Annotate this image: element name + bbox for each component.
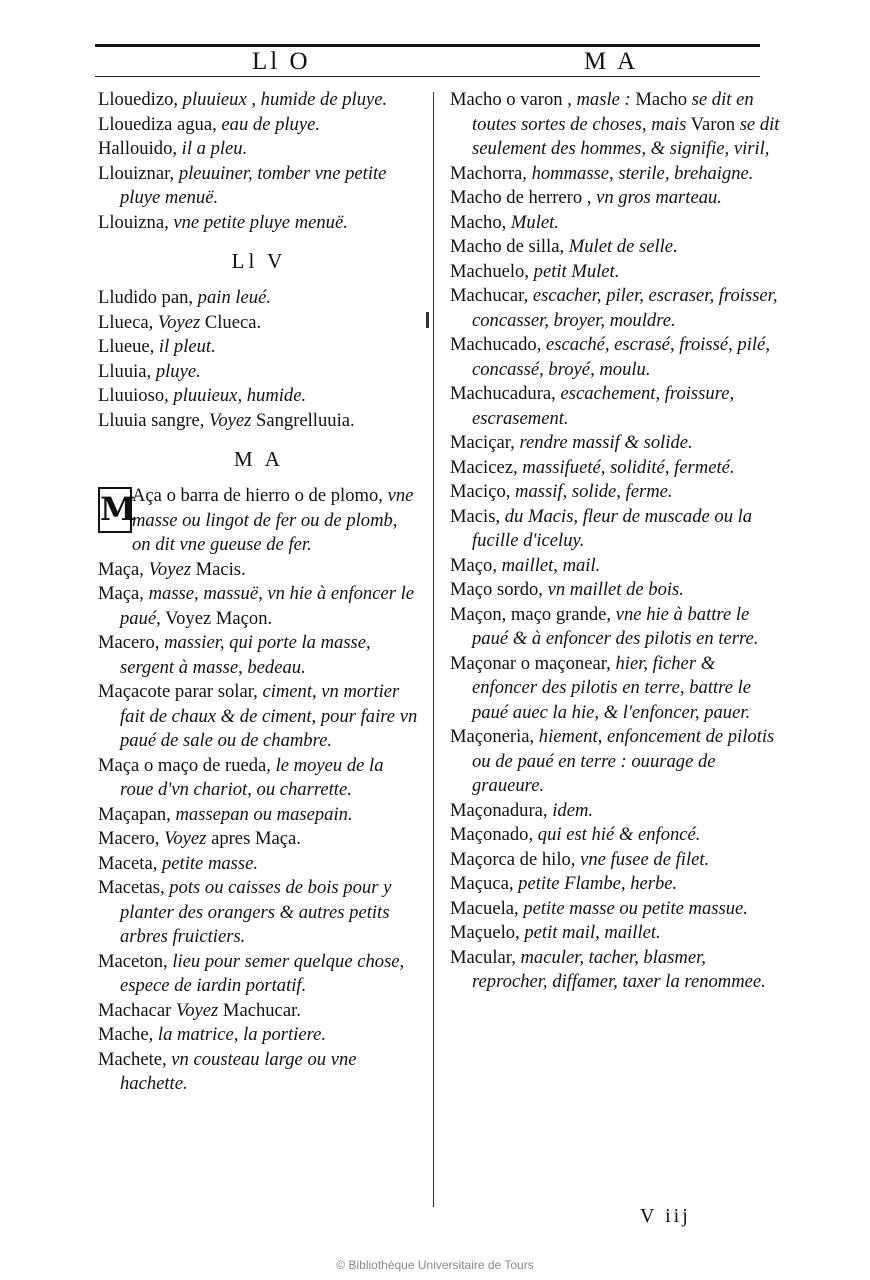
definition: massifueté, solidité, fermeté. [517, 456, 735, 478]
dictionary-entry [450, 823, 780, 848]
dictionary-entry [98, 999, 420, 1024]
headword: Lludido pan, [98, 287, 194, 308]
headword: Maça, [98, 558, 144, 580]
dictionary-entry [98, 1023, 420, 1048]
definition: maillet, mail. [496, 554, 601, 576]
dictionary-entry [98, 360, 420, 385]
dictionary-entry [450, 921, 780, 946]
dictionary-entry [98, 211, 420, 236]
headword: Varon [686, 113, 736, 135]
definition: vn cousteau large ou vne hachette. [120, 1048, 357, 1094]
dictionary-entry [450, 235, 780, 260]
signature-mark: V iij [640, 1205, 691, 1227]
dictionary-entry [98, 950, 420, 999]
definition: pain leué. [193, 287, 272, 308]
headword: Macho de silla, [450, 236, 565, 257]
definition: escachement, froissure, escrasement. [472, 383, 735, 429]
headword: Machucado, [450, 334, 542, 355]
headword: Aça o barra de hierro o de plomo, [132, 485, 383, 506]
definition: vn maillet de bois. [542, 579, 684, 600]
headword: Llouediza agua, [98, 113, 217, 135]
dictionary-entry [450, 848, 780, 873]
column-divider [433, 92, 434, 1207]
dictionary-entry [98, 582, 420, 631]
definition: vne masse ou lingot de fer ou de plomb, on dit vne gueuse de fer. [132, 485, 414, 555]
definition: Mulet. [506, 211, 559, 233]
headword: Llouedizo, [98, 89, 179, 110]
dictionary-entry [98, 286, 420, 311]
dictionary-entry [450, 456, 780, 481]
definition: pleuuiner, tomber vne petite pluye menuë. [120, 162, 387, 208]
definition: Voyez [159, 828, 207, 849]
header-rule [95, 76, 760, 77]
headword: Macuela, [450, 897, 519, 919]
definition: vne fusee de filet. [575, 848, 710, 870]
headword: Macho de herrero , [450, 187, 592, 208]
headword: Machorra, [450, 162, 527, 184]
definition: massepan ou masepain. [170, 803, 353, 825]
headword: Maciço, [450, 481, 511, 502]
dictionary-entry [98, 113, 420, 138]
definition: ciment, vn mortier fait de chaux & de ciment, pour faire vn paué de sale ou de chambre. [120, 681, 418, 751]
dictionary-entry [98, 803, 420, 828]
definition: la matrice, la portiere. [153, 1024, 327, 1045]
definition: petit Mulet. [529, 260, 620, 282]
dictionary-entry [98, 384, 420, 409]
headword: Maço, [450, 554, 497, 576]
definition: eau de pluye. [216, 113, 321, 135]
headword: Maço sordo, [450, 579, 543, 600]
headword: Machucadura, [450, 383, 556, 404]
headword: Maça, [98, 583, 144, 604]
headword: Llouizna, [98, 211, 169, 233]
dictionary-entry [98, 484, 420, 558]
definition: le moyeu de la roue d'vn chariot, ou charrette. [120, 754, 384, 800]
dictionary-entry [450, 211, 780, 236]
headword: Maçuelo, [450, 922, 520, 943]
headword: apres Maça. [206, 828, 301, 849]
definition: pluuieux, humide. [168, 385, 307, 406]
definition: escacher, piler, escraser, froisser, concasser, broyer, mouldre. [472, 285, 778, 331]
headword: Maçorca de hilo, [450, 848, 576, 870]
dictionary-entry [98, 162, 420, 211]
dictionary-entry [98, 335, 420, 360]
headword: Macular, [450, 946, 516, 968]
definition: du Macis, fleur de muscade ou la fucille d'iceluy. [472, 505, 753, 551]
dictionary-entry [98, 558, 420, 583]
definition: Mulet de selle. [564, 236, 678, 257]
column-divider-mark [426, 312, 429, 328]
headword: Macetas, [98, 877, 165, 898]
definition: il a pleu. [177, 138, 248, 159]
section-heading: Ll V [231, 249, 287, 273]
dictionary-entry [450, 578, 780, 603]
headword: Macis, [450, 505, 501, 527]
top-rule [95, 44, 760, 47]
headword: Maçonar o maçonear, [450, 652, 611, 674]
headword: Macho [630, 89, 688, 110]
definition: maculer, tacher, blasmer, reprocher, diffamer, taxer la renommee. [472, 946, 766, 992]
dictionary-entry [450, 554, 780, 579]
headword: Machucar. [218, 999, 301, 1021]
dictionary-entry [98, 827, 420, 852]
running-head-left: Ll O [252, 48, 311, 75]
dictionary-entry [450, 431, 780, 456]
definition: lieu pour semer quelque chose, espece de iardin portatif. [120, 950, 405, 996]
headword: Lluuia sangre, [98, 409, 205, 431]
definition: massier, qui porte la masse, sergent à masse, bedeau. [120, 632, 371, 678]
headword: Hallouido, [98, 138, 178, 159]
definition: petite masse ou petite massue. [518, 897, 748, 919]
dictionary-entry [450, 897, 780, 922]
definition: escaché, escrasé, froissé, pilé, concassé, broyé, moulu. [472, 334, 770, 380]
dictionary-entry [450, 505, 780, 554]
definition: petite masse. [157, 852, 259, 874]
section-heading: M A [234, 447, 284, 471]
definition: se dit seulement des hommes, & signifie, viril, [472, 113, 780, 159]
dictionary-entry [450, 284, 780, 333]
headword: Maçuca, [450, 873, 514, 894]
headword: Macho, [450, 211, 507, 233]
headword: Maçonado, [450, 824, 534, 845]
headword: Macero, [98, 632, 160, 653]
definition: hommasse, sterile, brehaigne. [526, 162, 754, 184]
dictionary-entry [98, 852, 420, 877]
headword: Maceta, [98, 852, 158, 874]
headword: Machuelo, [450, 260, 529, 282]
definition: pluuieux , humide de pluye. [178, 89, 388, 110]
headword: Maçapan, [98, 803, 171, 825]
definition: rendre massif & solide. [514, 432, 693, 453]
dictionary-entry [450, 186, 780, 211]
definition: vne petite pluye menuë. [168, 211, 348, 233]
definition: Voyez [143, 558, 191, 580]
headword: Machete, [98, 1048, 167, 1070]
dictionary-entry [450, 872, 780, 897]
headword: Voyez Maçon. [160, 607, 273, 629]
dictionary-entry [98, 631, 420, 680]
definition: vne hie à battre le paué & à enfoncer des pilotis en terre. [472, 603, 759, 649]
definition: masse, massuë, vn hie à enfoncer le paué, [120, 583, 415, 629]
dictionary-entry [98, 1048, 420, 1097]
headword: Macis. [190, 558, 246, 580]
dictionary-entry [450, 603, 780, 652]
dictionary-entry [450, 725, 780, 799]
headword: Llueca, [98, 311, 154, 333]
drop-cap: M [98, 487, 132, 533]
dictionary-entry [450, 260, 780, 285]
right-column [450, 88, 780, 995]
dictionary-entry [450, 88, 780, 162]
definition: vn gros marteau. [591, 187, 722, 208]
dictionary-entry [450, 946, 780, 995]
headword: Machucar, [450, 285, 529, 306]
headword: Llouiznar, [98, 162, 175, 184]
headword: Maçon, maço grande, [450, 603, 612, 625]
definition: qui est hié & enfoncé. [533, 824, 701, 845]
definition: petite Flambe, herbe. [513, 873, 678, 894]
definition: hiement, enfoncement de pilotis ou de paué en terre : ouurage de graueure. [472, 726, 775, 796]
dictionary-entry [98, 754, 420, 803]
headword: Sangrelluuia. [251, 409, 355, 431]
left-column [98, 88, 420, 1097]
dictionary-entry [98, 88, 420, 113]
headword: Mache, [98, 1024, 154, 1045]
headword: Macicez, [450, 456, 518, 478]
headword: Maçonadura, [450, 799, 548, 821]
definition: massif, solide, ferme. [510, 481, 673, 502]
dictionary-entry [450, 333, 780, 382]
definition: Voyez [204, 409, 252, 431]
headword: Machacar [98, 999, 172, 1021]
running-head-right: M A [584, 48, 639, 75]
dictionary-entry [450, 652, 780, 726]
dictionary-entry [450, 799, 780, 824]
headword: Maceton, [98, 950, 168, 972]
definition: hier, ficher & enfoncer des pilotis en terre, battre le paué auec la hie, & l'enfoncer, pauer. [472, 652, 752, 723]
definition: Voyez [171, 999, 219, 1021]
headword: Llueue, [98, 336, 155, 357]
definition: idem. [547, 799, 594, 821]
dictionary-entry [98, 680, 420, 754]
headword: Maçacote parar solar, [98, 681, 258, 702]
definition: pluye. [151, 360, 201, 382]
headword: Maciçar, [450, 432, 515, 453]
definition: il pleut. [154, 336, 216, 357]
dictionary-entry [98, 137, 420, 162]
dictionary-entry [450, 162, 780, 187]
headword: Lluuioso, [98, 385, 169, 406]
dictionary-entry [450, 382, 780, 431]
dictionary-entry [98, 311, 420, 336]
dictionary-entry [450, 480, 780, 505]
headword: Macero, [98, 828, 160, 849]
definition: masle : [571, 89, 631, 110]
headword: Lluuia, [98, 360, 152, 382]
definition: pots ou caisses de bois pour y planter des orangers & autres petits arbres fruictiers. [120, 877, 392, 947]
dictionary-entry [98, 876, 420, 950]
headword: Clueca. [200, 311, 262, 333]
definition: petit mail, maillet. [519, 922, 661, 943]
dictionary-entry [98, 409, 420, 434]
headword: Macho o varon , [450, 89, 572, 110]
definition: Voyez [153, 311, 201, 333]
headword: Maça o maço de rueda, [98, 754, 271, 776]
headword: Maçoneria, [450, 726, 535, 747]
definition: se dit en toutes sortes de choses, mais [472, 89, 754, 135]
library-credit: © Bibliothèque Universitaire de Tours [336, 1258, 534, 1272]
